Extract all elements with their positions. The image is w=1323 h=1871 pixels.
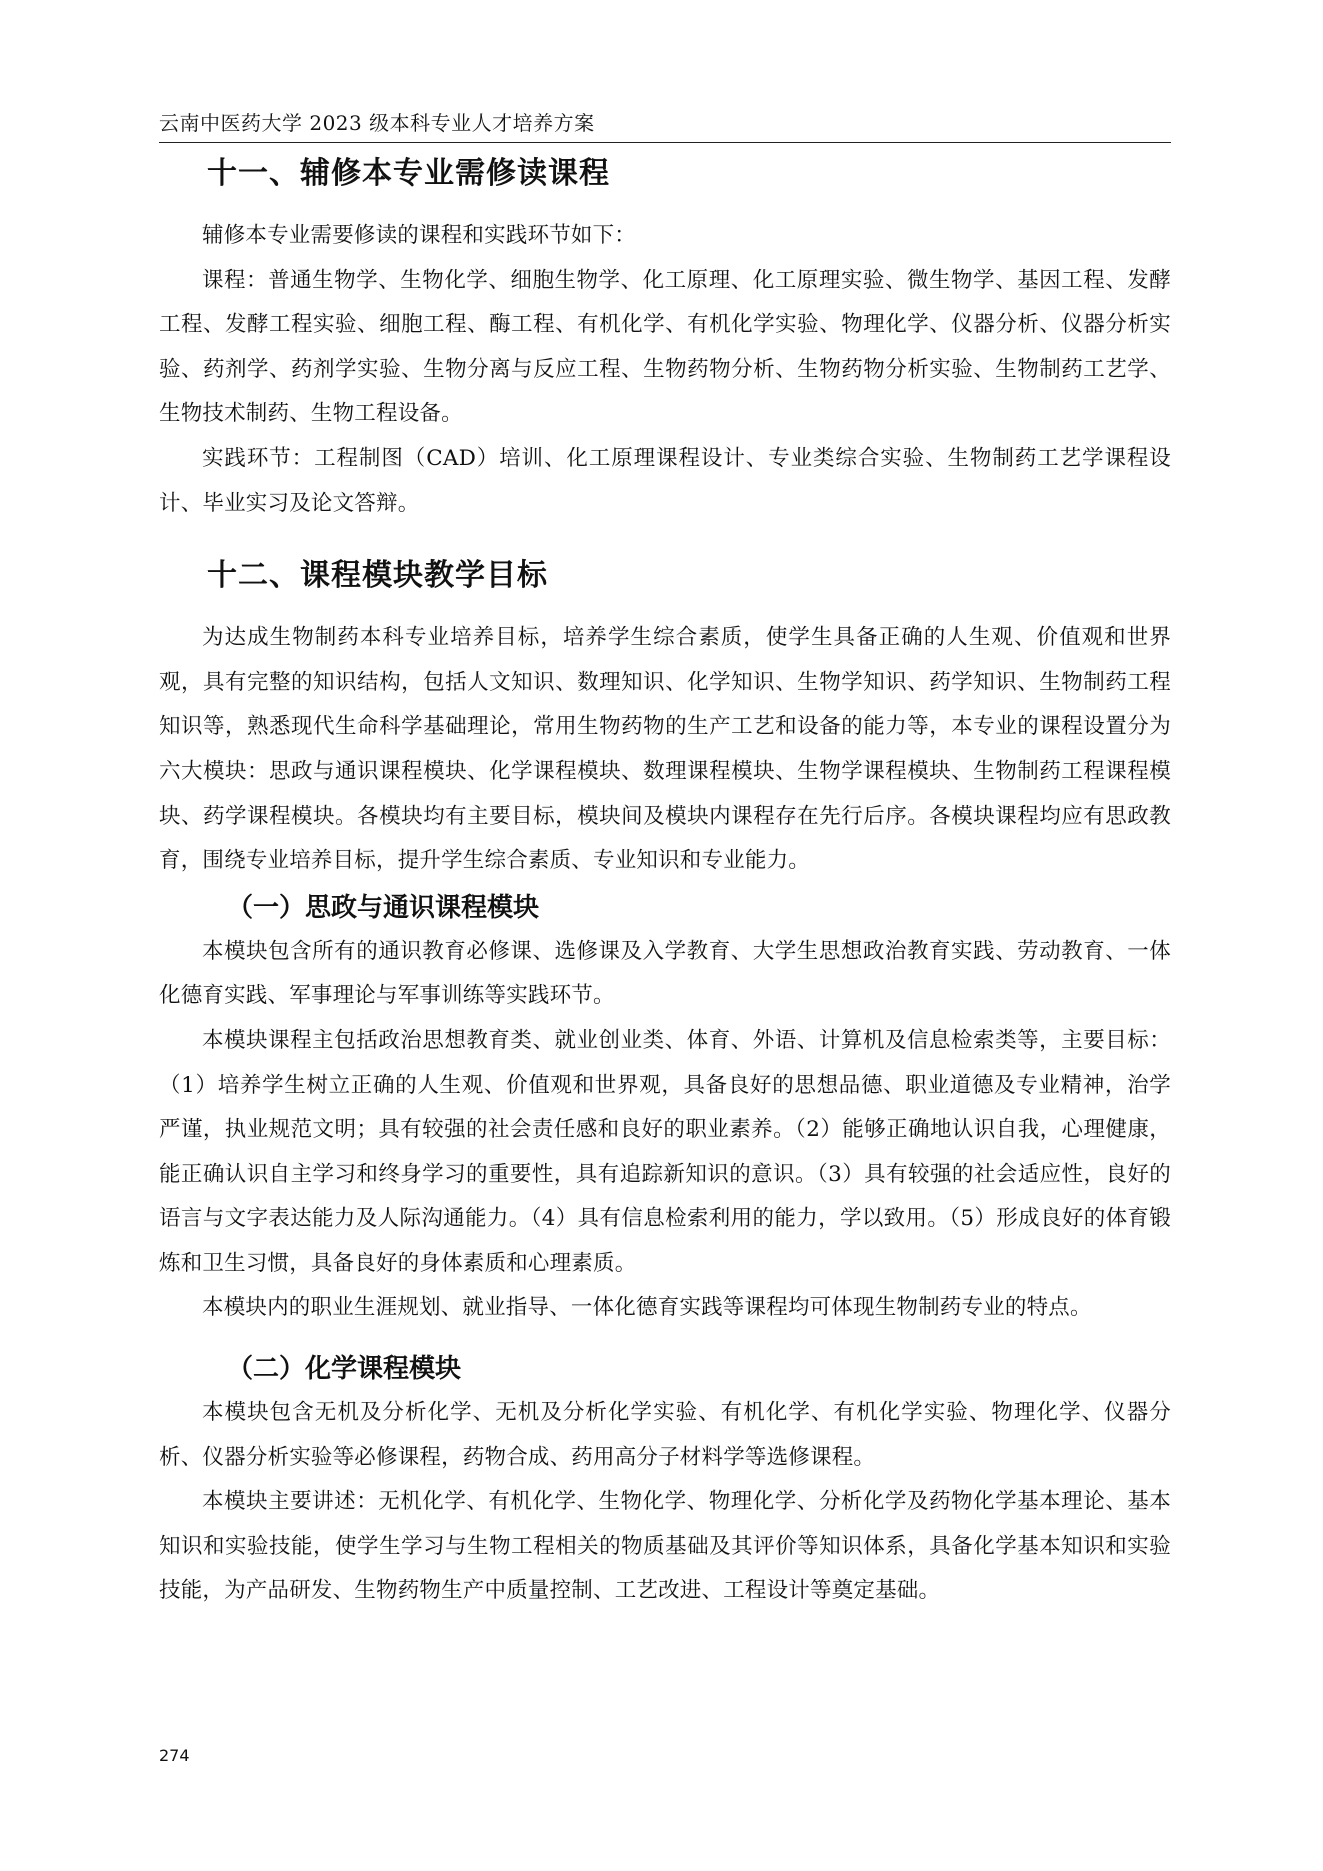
header-title: 云南中医药大学 2023 级本科专业人才培养方案 <box>159 111 595 135</box>
module-1-paragraph-1: 本模块包含所有的通识教育必修课、选修课及入学教育、大学生思想政治教育实践、劳动教育、一体化德育实践、军事理论与军事训练等实践环节。 <box>159 938 1171 1009</box>
section-11-courses: 课程：普通生物学、生物化学、细胞生物学、化工原理、化工原理实验、微生物学、基因工程、发酵工程、发酵工程实验、细胞工程、酶工程、有机化学、有机化学实验、物理化学、仪器分析、仪器分析实验、药剂学、药剂学实验、生物分离与反应工程、生物药物分析、生物药物分析实验、生物制药工艺学、生物技术制药、生物工程设备。 <box>159 267 1171 427</box>
section-11-heading: 十一、辅修本专业需修读课程 <box>207 156 610 191</box>
module-1-paragraph-3: 本模块内的职业生涯规划、就业指导、一体化德育实践等课程均可体现生物制药专业的特点。 <box>202 1295 1092 1321</box>
module-1-paragraph-2: 本模块课程主包括政治思想教育类、就业创业类、体育、外语、计算机及信息检索类等，主要目标：（1）培养学生树立正确的人生观、价值观和世界观，具备良好的思想品德、职业道德及专业精神，治学严谨，执业规范文明；具有较强的社会责任感和良好的职业素养。（2）能够正确地认识自我，心理健康，能正确认识自主学习和终身学习的重要性，具有追踪新知识的意识。（3）具有较强的社会适应性，良好的语言与文字表达能力及人际沟通能力。（4）具有信息检索利用的能力，学以致用。（5）形成良好的体育锻炼和卫生习惯，具备良好的身体素质和心理素质。 <box>159 1027 1171 1276</box>
page-number: 274 <box>159 1746 190 1765</box>
module-2-heading: （二）化学课程模块 <box>227 1354 462 1385</box>
section-11-intro: 辅修本专业需要修读的课程和实践环节如下： <box>202 223 637 248</box>
section-11-practice: 实践环节：工程制图（CAD）培训、化工原理课程设计、专业类综合实验、生物制药工艺学课程设计、毕业实习及论文答辩。 <box>159 445 1171 516</box>
section-12-heading: 十二、课程模块教学目标 <box>207 558 548 594</box>
module-2-paragraph-2: 本模块主要讲述：无机化学、有机化学、生物化学、物理化学、分析化学及药物化学基本理论、基本知识和实验技能，使学生学习与生物工程相关的物质基础及其评价等知识体系，具备化学基本知识和实验技能，为产品研发、生物药物生产中质量控制、工艺改进、工程设计等奠定基础。 <box>159 1489 1171 1604</box>
module-1-heading: （一）思政与通识课程模块 <box>227 892 540 923</box>
module-2-paragraph-1: 本模块包含无机及分析化学、无机及分析化学实验、有机化学、有机化学实验、物理化学、仪器分析、仪器分析实验等必修课程，药物合成、药用高分子材料学等选修课程。 <box>159 1400 1171 1470</box>
document-body <box>159 146 1171 1614</box>
page-header <box>159 110 1171 143</box>
section-12-intro: 为达成生物制药本科专业培养目标，培养学生综合素质，使学生具备正确的人生观、价值观和世界观，具有完整的知识结构，包括人文知识、数理知识、化学知识、生物学知识、药学知识、生物制药工程知识等，熟悉现代生命科学基础理论，常用生物药物的生产工艺和设备的能力等，本专业的课程设置分为六大模块：思政与通识课程模块、化学课程模块、数理课程模块、生物学课程模块、生物制药工程课程模块、药学课程模块。各模块均有主要目标，模块间及模块内课程存在先行后序。各模块课程均应有思政教育，围绕专业培养目标，提升学生综合素质、专业知识和专业能力。 <box>159 625 1171 874</box>
